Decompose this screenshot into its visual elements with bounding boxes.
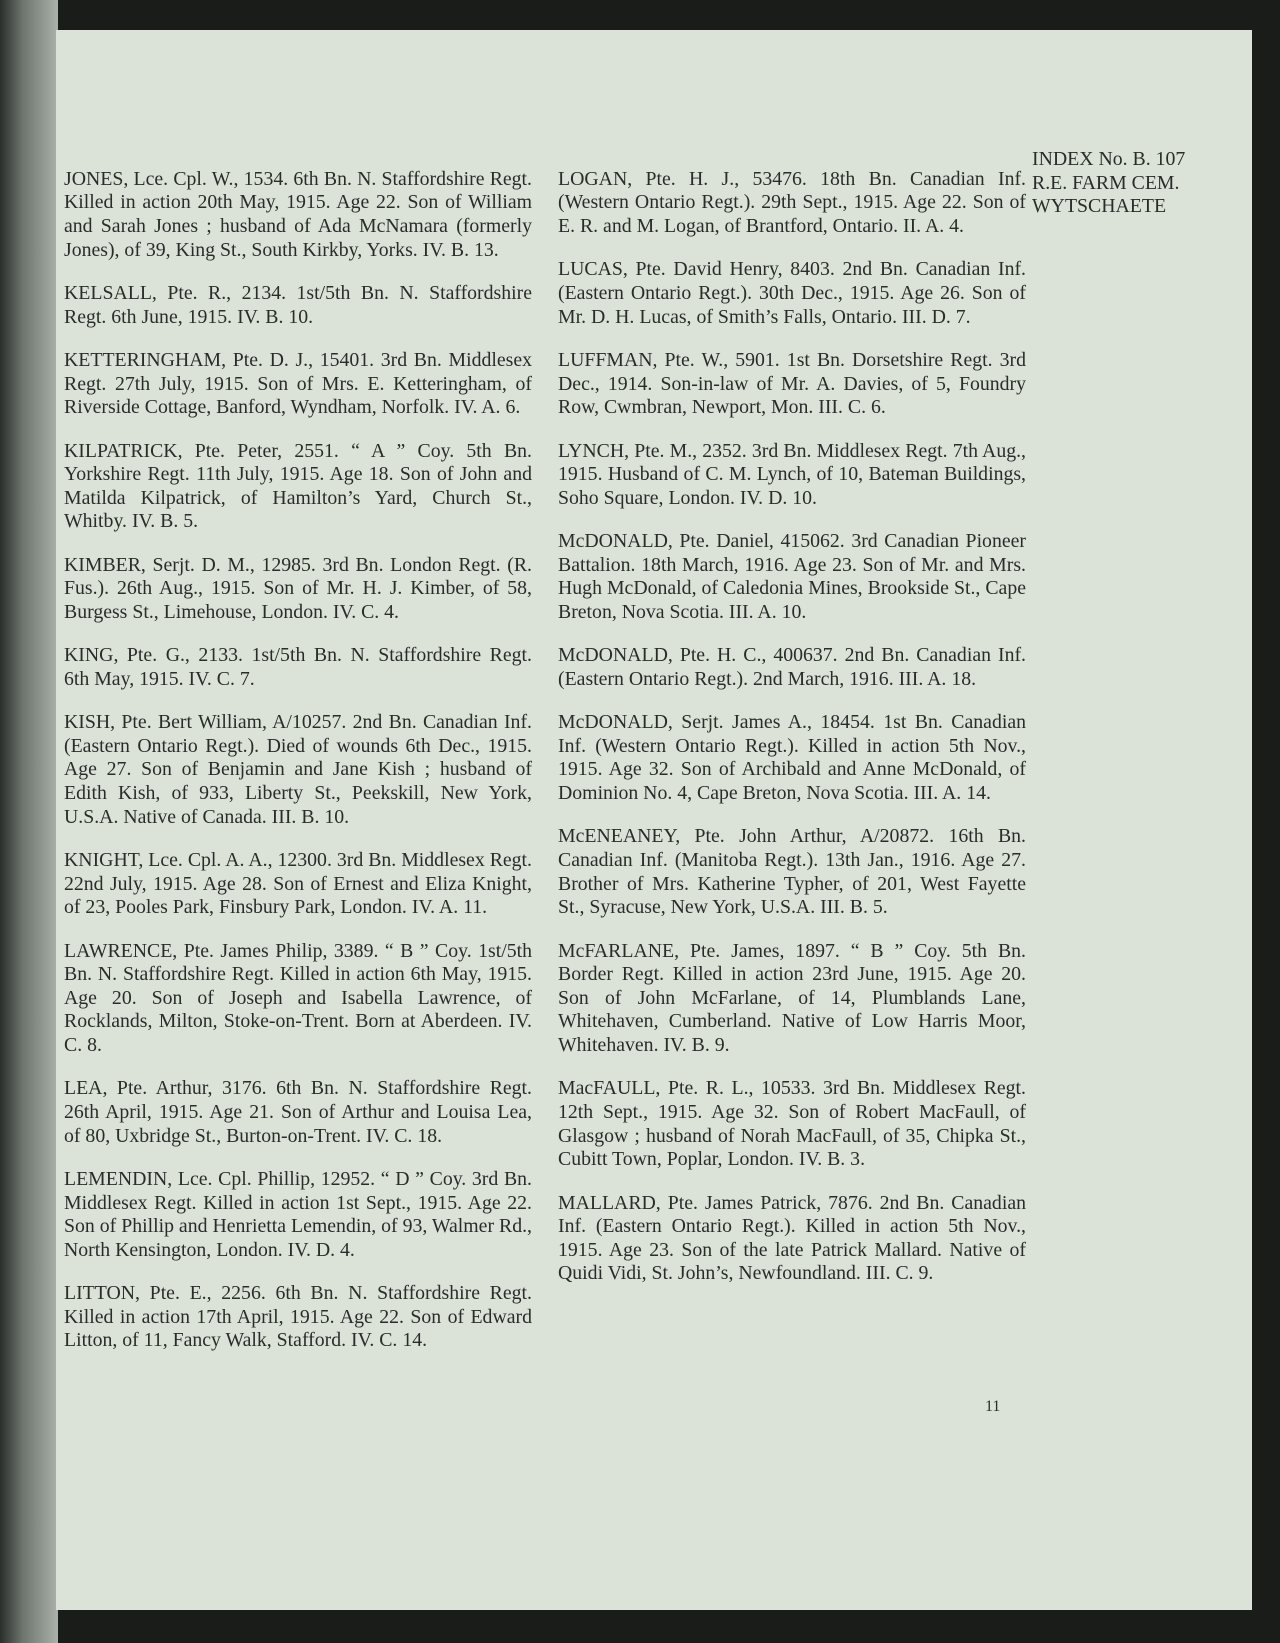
entry-mcdonald-james: McDONALD, Serjt. James A., 18454. 1st Bn. Canadian Inf. (Western Ontario Regt.). Killed in action 5th Nov., 1915. Age 32. Son of Archibald and Anne McDonald, of Dominion No. 4, Cape Breton, Nova Scotia. III. A. 14. [558, 711, 1026, 805]
entry-mcdonald-h-c: McDONALD, Pte. H. C., 400637. 2nd Bn. Canadian Inf. (Eastern Ontario Regt.). 2nd March, 1916. III. A. 18. [558, 644, 1026, 690]
entry-knight: KNIGHT, Lce. Cpl. A. A., 12300. 3rd Bn. Middlesex Regt. 22nd July, 1915. Age 28. Son of Ernest and Eliza Knight, of 23, Pooles Park, Finsbury Park, London. IV. A. 11. [64, 849, 532, 919]
entry-lynch: LYNCH, Pte. M., 2352. 3rd Bn. Middlesex Regt. 7th Aug., 1915. Husband of C. M. Lynch, of 10, Bateman Buildings, Soho Square, London. IV. D. 10. [558, 439, 1026, 509]
left-column [64, 148, 532, 1360]
entry-kilpatrick: KILPATRICK, Pte. Peter, 2551. “ A ” Coy. 5th Bn. Yorkshire Regt. 11th July, 1915. Age 18. Son of John and Matilda Kilpatrick, of Hamilton’s Yard, Church St., Whitby. IV. B. 5. [64, 439, 532, 533]
entry-lucas: LUCAS, Pte. David Henry, 8403. 2nd Bn. Canadian Inf. (Eastern Ontario Regt.). 30th Dec., 1915. Age 26. Son of Mr. D. H. Lucas, of Smith’s Falls, Ontario. III. D. 7. [558, 258, 1026, 328]
entry-mcfarlane: McFARLANE, Pte. James, 1897. “ B ” Coy. 5th Bn. Border Regt. Killed in action 23rd June, 1915. Age 20. Son of John McFarlane, of 14, Plumblands Lane, Whitehaven, Cumberland. Native of Low Harris Moor, Whitehaven. IV. B. 9. [558, 939, 1026, 1056]
right-column [558, 148, 1026, 1293]
cemetery-location: WYTSCHAETE [1032, 195, 1167, 218]
entry-kimber: KIMBER, Serjt. D. M., 12985. 3rd Bn. London Regt. (R. Fus.). 26th Aug., 1915. Son of Mr. H. J. Kimber, of 58, Burgess St., Limehouse, London. IV. C. 4. [64, 553, 532, 623]
entry-lawrence: LAWRENCE, Pte. James Philip, 3389. “ B ” Coy. 1st/5th Bn. N. Staffordshire Regt. Killed in action 6th May, 1915. Age 20. Son of Joseph and Isabella Lawrence, of Rocklands, Milton, Stoke-on-Trent. Born at Aberdeen. IV. C. 8. [64, 939, 532, 1056]
entry-mallard: MALLARD, Pte. James Patrick, 7876. 2nd Bn. Canadian Inf. (Eastern Ontario Regt.). Killed in action 5th Nov., 1915. Age 23. Son of the late Patrick Mallard. Native of Quidi Vidi, St. John’s, Newfoundland. III. C. 9. [558, 1191, 1026, 1285]
entry-king: KING, Pte. G., 2133. 1st/5th Bn. N. Staffordshire Regt. 6th May, 1915. IV. C. 7. [64, 644, 532, 690]
entry-macfaull: MacFAULL, Pte. R. L., 10533. 3rd Bn. Middlesex Regt. 12th Sept., 1915. Age 32. Son of Robert MacFaull, of Glasgow ; husband of Norah MacFaull, of 35, Chipka St., Cubitt Town, Poplar, London. IV. B. 3. [558, 1077, 1026, 1171]
page-number: 11 [985, 1398, 1001, 1415]
entry-luffman: LUFFMAN, Pte. W., 5901. 1st Bn. Dorsetshire Regt. 3rd Dec., 1914. Son-in-law of Mr. A. Davies, of 5, Foundry Row, Cwmbran, Newport, Mon. III. C. 6. [558, 348, 1026, 419]
entry-jones: JONES, Lce. Cpl. W., 1534. 6th Bn. N. Staffordshire Regt. Killed in action 20th May, 1915. Age 22. Son of William and Sarah Jones ; husband of Ada McNamara (formerly Jones), of 39, King St., South Kirkby, Yorks. IV. B. 13. [64, 167, 532, 261]
entry-mcdonald-daniel: McDONALD, Pte. Daniel, 415062. 3rd Canadian Pioneer Battalion. 18th March, 1916. Age 23. Son of Mr. and Mrs. Hugh McDonald, of Caledonia Mines, Brookside St., Cape Breton, Nova Scotia. III. A. 10. [558, 530, 1026, 623]
entry-logan: LOGAN, Pte. H. J., 53476. 18th Bn. Canadian Inf. (Western Ontario Regt.). 29th Sept., 1915. Age 22. Son of E. R. and M. Logan, of Brantford, Ontario. II. A. 4. [558, 167, 1026, 237]
cemetery-header [1032, 148, 1222, 219]
entry-lemendin: LEMENDIN, Lce. Cpl. Phillip, 12952. “ D ” Coy. 3rd Bn. Middlesex Regt. Killed in action 1st Sept., 1915. Age 22. Son of Phillip and Henrietta Lemendin, of 93, Walmer Rd., North Kensington, London. IV. D. 4. [64, 1167, 532, 1261]
book-spine-edge [0, 0, 58, 1643]
entry-litton: LITTON, Pte. E., 2256. 6th Bn. N. Staffordshire Regt. Killed in action 17th April, 1915. Age 22. Son of Edward Litton, of 11, Fancy Walk, Stafford. IV. C. 14. [64, 1282, 532, 1352]
entry-ketteringham: KETTERINGHAM, Pte. D. J., 15401. 3rd Bn. Middlesex Regt. 27th July, 1915. Son of Mrs. E. Ketteringham, of Riverside Cottage, Banford, Wyndham, Norfolk. IV. A. 6. [64, 348, 532, 419]
entry-lea: LEA, Pte. Arthur, 3176. 6th Bn. N. Staffordshire Regt. 26th April, 1915. Age 21. Son of Arthur and Louisa Lea, of 80, Uxbridge St., Burton-on-Trent. IV. C. 18. [64, 1077, 532, 1147]
entry-kish: KISH, Pte. Bert William, A/10257. 2nd Bn. Canadian Inf. (Eastern Ontario Regt.). Died of wounds 6th Dec., 1915. Age 27. Son of Benjamin and Jane Kish ; husband of Edith Kish, of 933, Liberty St., Peekskill, New York, U.S.A. Native of Canada. III. B. 10. [64, 711, 532, 828]
entry-kelsall: KELSALL, Pte. R., 2134. 1st/5th Bn. N. Staffordshire Regt. 6th June, 1915. IV. B. 10. [64, 281, 532, 328]
index-number: INDEX No. B. 107 [1032, 148, 1186, 170]
cemetery-name: R.E. FARM CEM. [1032, 171, 1180, 194]
entry-mceneaney: McENEANEY, Pte. John Arthur, A/20872. 16th Bn. Canadian Inf. (Manitoba Regt.). 13th Jan., 1916. Age 27. Brother of Mrs. Katherine Typher, of 201, West Fayette St., Syracuse, New York, U.S.A. III. B. 5. [558, 825, 1026, 919]
